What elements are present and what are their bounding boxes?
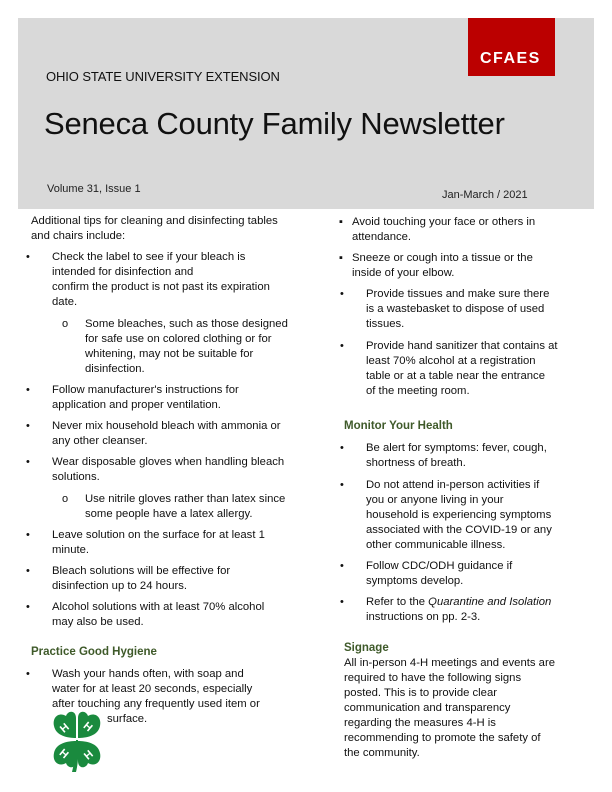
square-bullet-icon: ▪: [339, 216, 343, 228]
bullet-icon: •: [26, 420, 30, 432]
list-item: [352, 251, 533, 281]
line: Wear disposable gloves when handling bleach: [52, 456, 285, 468]
list-item: [366, 478, 552, 553]
intro-line: Additional tips for cleaning and disinfecting tables: [31, 215, 278, 227]
bullet-icon: •: [26, 251, 30, 263]
line: application and proper ventilation.: [52, 399, 221, 411]
issue-date: Jan-March / 2021: [442, 189, 528, 201]
line: confirm the product is not past its expiration: [52, 281, 270, 293]
line: communication and transparency: [344, 702, 511, 714]
line: Use nitrile gloves rather than latex since: [85, 493, 286, 505]
sub-bullet-icon: o: [62, 318, 69, 330]
line: symptoms develop.: [366, 575, 464, 587]
line: Provide hand sanitizer that contains at: [366, 340, 558, 352]
line: Wash your hands often, with soap and: [52, 668, 244, 680]
bullet-icon: •: [26, 668, 30, 680]
line: least 70% alcohol at a registration: [366, 355, 536, 367]
bullet-icon: •: [340, 288, 344, 300]
line: attendance.: [352, 231, 412, 243]
line: instructions on pp. 2-3.: [366, 611, 481, 623]
line: after touching any frequently used item or: [52, 698, 260, 710]
logo-text: CFAES: [480, 50, 541, 67]
line: you or anyone living in your: [366, 494, 504, 506]
line: household is experiencing symptoms: [366, 509, 552, 521]
bullet-icon: •: [340, 479, 344, 491]
line: other communicable illness.: [366, 539, 506, 551]
line: Leave solution on the surface for at least 1: [52, 529, 265, 541]
section-heading-signage: Signage: [344, 642, 389, 654]
line: inside of your elbow.: [352, 267, 455, 279]
list-item: [52, 600, 264, 630]
line: some people have a latex allergy.: [85, 508, 253, 520]
line: Check the label to see if your bleach is: [52, 251, 246, 263]
cfaes-logo: [468, 18, 555, 76]
line: Never mix household bleach with ammonia or: [52, 420, 281, 432]
line: solutions.: [52, 471, 100, 483]
line: Some bleaches, such as those designed: [85, 318, 288, 330]
line: table or at a table near the entrance: [366, 370, 545, 382]
text-run: Refer to the: [366, 596, 429, 608]
signage-paragraph: [344, 656, 555, 761]
line: surface.: [107, 713, 148, 725]
svg-text:H: H: [56, 746, 71, 762]
line: disinfection up to 24 hours.: [52, 580, 188, 592]
list-item: [366, 559, 512, 589]
list-item: [52, 564, 230, 594]
line: Bleach solutions will be effective for: [52, 565, 231, 577]
list-item: [366, 441, 547, 471]
bullet-icon: •: [26, 601, 30, 613]
square-bullet-icon: ▪: [339, 252, 343, 264]
line: minute.: [52, 544, 90, 556]
line: water for at least 20 seconds, especially: [52, 683, 253, 695]
line: any other cleanser.: [52, 435, 148, 447]
line: Do not attend in-person activities if: [366, 479, 540, 491]
list-item: [366, 595, 551, 625]
bullet-icon: •: [26, 456, 30, 468]
bullet-icon: •: [26, 529, 30, 541]
svg-text:H: H: [81, 748, 96, 763]
line: Provide tissues and make sure there: [366, 288, 550, 300]
line: All in-person 4-H meetings and events are: [344, 657, 555, 669]
line: date.: [52, 296, 78, 308]
newsletter-title: Seneca County Family Newsletter: [44, 106, 505, 141]
line: recommending to promote the safety of: [344, 732, 541, 744]
svg-text:H: H: [57, 721, 72, 736]
list-item: [52, 528, 265, 558]
list-item: [52, 383, 239, 413]
line: disinfection.: [85, 363, 145, 375]
intro-text: [31, 214, 278, 244]
line: regarding the measures 4-H is: [344, 717, 496, 729]
bullet-icon: •: [340, 560, 344, 572]
line: Avoid touching your face or others in: [352, 216, 536, 228]
list-item: [352, 215, 535, 245]
line: Follow manufacturer's instructions for: [52, 384, 239, 396]
line: Follow CDC/ODH guidance if: [366, 560, 513, 572]
line: tissues.: [366, 318, 405, 330]
line: associated with the COVID-19 or any: [366, 524, 552, 536]
sub-bullet-icon: o: [62, 493, 69, 505]
line: the community.: [344, 747, 420, 759]
list-item: [52, 250, 270, 310]
list-item: [366, 287, 549, 332]
bullet-icon: •: [340, 340, 344, 352]
list-subitem: [85, 317, 288, 377]
line: [366, 595, 551, 610]
svg-text:H: H: [80, 719, 95, 735]
line: required to have the following signs: [344, 672, 522, 684]
bullet-icon: •: [340, 442, 344, 454]
line: is a wastebasket to dispose of used: [366, 303, 545, 315]
list-item: [52, 455, 284, 485]
4h-clover-icon: [46, 708, 108, 772]
volume-issue: Volume 31, Issue 1: [47, 183, 141, 195]
list-item: [52, 419, 281, 449]
line: intended for disinfection and: [52, 266, 194, 278]
bullet-icon: •: [26, 384, 30, 396]
intro-line: and chairs include:: [31, 230, 126, 242]
line: of the meeting room.: [366, 385, 470, 397]
section-heading-hygiene: Practice Good Hygiene: [31, 646, 157, 658]
line: for safe use on colored clothing or for: [85, 333, 272, 345]
bullet-icon: •: [340, 596, 344, 608]
line: Be alert for symptoms: fever, cough,: [366, 442, 547, 454]
line: posted. This is to provide clear: [344, 687, 498, 699]
list-subitem: [85, 492, 285, 522]
line: Alcohol solutions with at least 70% alcohol: [52, 601, 265, 613]
line: whitening, may not be suitable for: [85, 348, 254, 360]
italic-reference: Quarantine and Isolation: [428, 596, 552, 608]
org-name: OHIO STATE UNIVERSITY EXTENSION: [46, 69, 280, 84]
line: may also be used.: [52, 616, 144, 628]
line: shortness of breath.: [366, 457, 466, 469]
section-heading-monitor: Monitor Your Health: [344, 420, 453, 432]
bullet-icon: •: [26, 565, 30, 577]
list-item: [366, 339, 558, 399]
line: Sneeze or cough into a tissue or the: [352, 252, 533, 264]
